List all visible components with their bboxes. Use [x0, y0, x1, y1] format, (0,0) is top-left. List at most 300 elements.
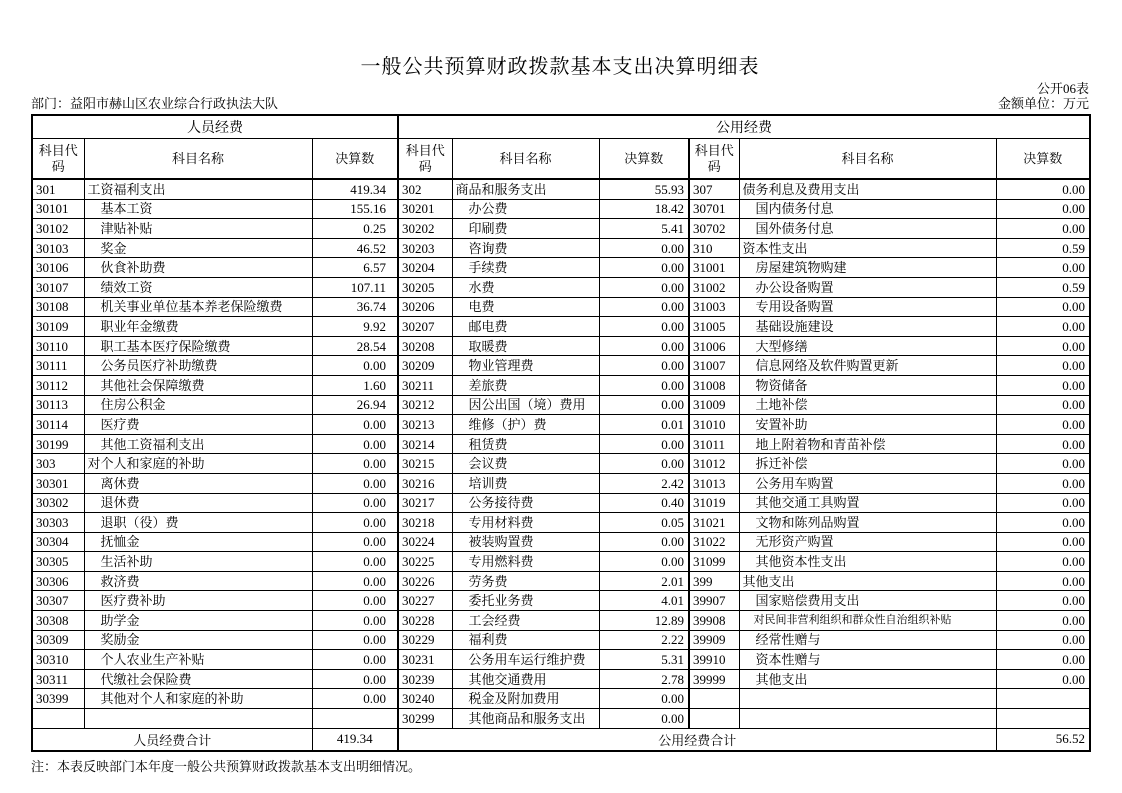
subject-code-cell: 30107: [32, 277, 84, 297]
subject-name-cell: 基础设施建设: [739, 317, 996, 337]
amount-cell: 0.00: [312, 591, 398, 611]
subject-code-cell: 39909: [689, 630, 739, 650]
amount-cell: 0.40: [599, 493, 689, 513]
subject-code-cell: 30101: [32, 199, 84, 219]
subject-name-cell: 会议费: [452, 454, 599, 474]
department-label: 部门：益阳市赫山区农业综合行政执法大队: [31, 96, 279, 111]
amount-cell: 0.00: [996, 219, 1090, 239]
subject-name-cell: 助学金: [84, 611, 312, 631]
table-row: [32, 356, 1090, 376]
subject-code-cell: 30207: [398, 317, 452, 337]
subject-name-cell: 专用设备购置: [739, 297, 996, 317]
amount-cell: 0.00: [996, 336, 1090, 356]
subject-code-cell: 307: [689, 179, 739, 199]
subject-name-cell: 大型修缮: [739, 336, 996, 356]
personnel-total-label: 人员经费合计: [32, 728, 312, 751]
subject-name-cell: 对个人和家庭的补助: [84, 454, 312, 474]
total-row: [32, 728, 1090, 751]
subject-name-cell: 津贴补贴: [84, 219, 312, 239]
subject-name-cell: 生活补助: [84, 552, 312, 572]
subject-name-cell: 物业管理费: [452, 356, 599, 376]
table-row: [32, 650, 1090, 670]
subject-code-cell: 31019: [689, 493, 739, 513]
subject-code-cell: 30103: [32, 238, 84, 258]
table-row: [32, 669, 1090, 689]
subject-code-cell: [689, 709, 739, 729]
subject-name-cell: 工资福利支出: [84, 179, 312, 199]
subject-name-cell: 信息网络及软件购置更新: [739, 356, 996, 376]
subject-code-cell: 30199: [32, 434, 84, 454]
table-row: [32, 532, 1090, 552]
budget-table: [31, 114, 1091, 752]
table-row: [32, 415, 1090, 435]
subject-code-cell: 30305: [32, 552, 84, 572]
subject-name-cell: 税金及附加费用: [452, 689, 599, 709]
amount-cell: 0.00: [599, 258, 689, 278]
subject-name-cell: 其他对个人和家庭的补助: [84, 689, 312, 709]
public-total-label: 公用经费合计: [398, 728, 996, 751]
subject-code-cell: 303: [32, 454, 84, 474]
amount-cell: [312, 709, 398, 729]
amount-cell: 0.00: [996, 532, 1090, 552]
subject-code-cell: 30303: [32, 513, 84, 533]
amount-cell: 46.52: [312, 238, 398, 258]
subject-code-cell: 30239: [398, 669, 452, 689]
subject-name-cell: 委托业务费: [452, 591, 599, 611]
table-row: [32, 395, 1090, 415]
table-row: [32, 434, 1090, 454]
subject-code-cell: 30201: [398, 199, 452, 219]
subject-name-cell: 手续费: [452, 258, 599, 278]
subject-name-cell: 商品和服务支出: [452, 179, 599, 199]
subject-name-cell: 对民间非营利组织和群众性自治组织补贴: [739, 611, 996, 631]
table-row: [32, 591, 1090, 611]
amount-cell: 4.01: [599, 591, 689, 611]
amount-cell: 0.00: [312, 689, 398, 709]
subject-code-cell: 30307: [32, 591, 84, 611]
amount-cell: 0.00: [599, 375, 689, 395]
amount-cell: 0.00: [996, 375, 1090, 395]
subject-name-cell: 专用材料费: [452, 513, 599, 533]
amount-cell: 0.00: [599, 689, 689, 709]
subject-code-cell: 31005: [689, 317, 739, 337]
subject-code-cell: 39908: [689, 611, 739, 631]
subject-code-cell: 30217: [398, 493, 452, 513]
amount-cell: 0.00: [312, 630, 398, 650]
amount-cell: 0.00: [996, 513, 1090, 533]
subject-name-cell: 安置补助: [739, 415, 996, 435]
subject-code-cell: 31008: [689, 375, 739, 395]
subject-code-cell: 30309: [32, 630, 84, 650]
amount-cell: 2.78: [599, 669, 689, 689]
public-total-value: 56.52: [996, 728, 1090, 751]
subject-code-cell: 30299: [398, 709, 452, 729]
subject-name-cell: 电费: [452, 297, 599, 317]
amount-cell: 0.00: [996, 650, 1090, 670]
table-row: [32, 219, 1090, 239]
subject-code-cell: 30306: [32, 571, 84, 591]
amount-cell: [996, 689, 1090, 709]
subject-name-cell: 公务员医疗补助缴费: [84, 356, 312, 376]
amount-cell: 0.00: [599, 297, 689, 317]
subject-name-cell: 其他商品和服务支出: [452, 709, 599, 729]
amount-cell: 0.00: [996, 591, 1090, 611]
subject-name-cell: 其他支出: [739, 571, 996, 591]
subject-name-cell: 住房公积金: [84, 395, 312, 415]
amount-cell: 0.01: [599, 415, 689, 435]
subject-code-cell: 30224: [398, 532, 452, 552]
subject-name-cell: 公务接待费: [452, 493, 599, 513]
amount-cell: 0.00: [312, 356, 398, 376]
subject-code-cell: 30214: [398, 434, 452, 454]
subject-name-cell: 物资储备: [739, 375, 996, 395]
subject-name-cell: [84, 709, 312, 729]
subject-name-cell: 离休费: [84, 473, 312, 493]
amount-cell: 0.00: [996, 395, 1090, 415]
amount-cell: 0.00: [599, 552, 689, 572]
amount-cell: 0.00: [312, 473, 398, 493]
amount-cell: 0.00: [312, 434, 398, 454]
subject-name-cell: 资本性赠与: [739, 650, 996, 670]
subject-code-cell: 30211: [398, 375, 452, 395]
subject-name-cell: 无形资产购置: [739, 532, 996, 552]
amount-cell: 0.00: [599, 395, 689, 415]
amount-cell: 0.00: [312, 532, 398, 552]
subject-name-cell: 办公设备购置: [739, 277, 996, 297]
amount-cell: 0.00: [312, 650, 398, 670]
subject-name-cell: 公务用车购置: [739, 473, 996, 493]
subject-name-cell: 机关事业单位基本养老保险缴费: [84, 297, 312, 317]
subject-code-cell: 30701: [689, 199, 739, 219]
table-row: [32, 709, 1090, 729]
amount-cell: 0.59: [996, 277, 1090, 297]
subject-code-cell: 30226: [398, 571, 452, 591]
subject-code-cell: 30108: [32, 297, 84, 317]
subject-code-cell: 30209: [398, 356, 452, 376]
subject-name-cell: 其他工资福利支出: [84, 434, 312, 454]
amount-cell: 5.41: [599, 219, 689, 239]
subject-name-cell: 救济费: [84, 571, 312, 591]
amount-cell: 26.94: [312, 395, 398, 415]
amount-cell: 0.00: [996, 415, 1090, 435]
amount-cell: 0.00: [599, 709, 689, 729]
subject-code-cell: 31013: [689, 473, 739, 493]
column-header: 科目名称: [84, 139, 312, 180]
amount-cell: 0.00: [996, 356, 1090, 376]
subject-name-cell: 水费: [452, 277, 599, 297]
amount-cell: 1.60: [312, 375, 398, 395]
subject-name-cell: 咨询费: [452, 238, 599, 258]
subject-code-cell: 30102: [32, 219, 84, 239]
subject-code-cell: 30228: [398, 611, 452, 631]
amount-cell: 0.00: [599, 532, 689, 552]
subject-code-cell: 31001: [689, 258, 739, 278]
subject-code-cell: 30109: [32, 317, 84, 337]
subject-code-cell: 31003: [689, 297, 739, 317]
amount-cell: 419.34: [312, 179, 398, 199]
footnote: 注：本表反映部门本年度一般公共预算财政拨款基本支出明细情况。: [31, 758, 422, 774]
column-header: 科目名称: [452, 139, 599, 180]
amount-cell: 0.00: [599, 336, 689, 356]
subject-name-cell: 公务用车运行维护费: [452, 650, 599, 670]
subject-code-cell: 30301: [32, 473, 84, 493]
subject-name-cell: 维修（护）费: [452, 415, 599, 435]
unit-label: 金额单位：万元: [997, 96, 1089, 111]
subject-code-cell: 30216: [398, 473, 452, 493]
amount-cell: [996, 709, 1090, 729]
table-row: [32, 630, 1090, 650]
subject-name-cell: 邮电费: [452, 317, 599, 337]
subject-code-cell: 30215: [398, 454, 452, 474]
amount-cell: 155.16: [312, 199, 398, 219]
amount-cell: 0.00: [312, 493, 398, 513]
subject-name-cell: 印刷费: [452, 219, 599, 239]
table-row: [32, 513, 1090, 533]
subject-name-cell: 土地补偿: [739, 395, 996, 415]
subject-code-cell: 31009: [689, 395, 739, 415]
subject-name-cell: 个人农业生产补贴: [84, 650, 312, 670]
subject-code-cell: 31002: [689, 277, 739, 297]
group-header-public: 公用经费: [398, 115, 1090, 139]
column-header: 决算数: [996, 139, 1090, 180]
table-row: [32, 454, 1090, 474]
amount-cell: 0.00: [996, 611, 1090, 631]
subject-code-cell: 30225: [398, 552, 452, 572]
subject-code-cell: 31007: [689, 356, 739, 376]
subject-name-cell: 专用燃料费: [452, 552, 599, 572]
amount-cell: 2.42: [599, 473, 689, 493]
subject-name-cell: 福利费: [452, 630, 599, 650]
amount-cell: 0.00: [599, 238, 689, 258]
amount-cell: 28.54: [312, 336, 398, 356]
subject-code-cell: 30213: [398, 415, 452, 435]
table-row: [32, 336, 1090, 356]
amount-cell: 5.31: [599, 650, 689, 670]
subject-code-cell: 31006: [689, 336, 739, 356]
subject-name-cell: 国外债务付息: [739, 219, 996, 239]
table-row: [32, 238, 1090, 258]
amount-cell: 0.00: [599, 434, 689, 454]
amount-cell: 2.22: [599, 630, 689, 650]
subject-name-cell: 劳务费: [452, 571, 599, 591]
subject-code-cell: 31012: [689, 454, 739, 474]
table-row: [32, 552, 1090, 572]
subject-name-cell: 退职（役）费: [84, 513, 312, 533]
subject-code-cell: 30113: [32, 395, 84, 415]
subject-code-cell: 30311: [32, 669, 84, 689]
subject-name-cell: 被装购置费: [452, 532, 599, 552]
subject-code-cell: 30202: [398, 219, 452, 239]
subject-code-cell: 30227: [398, 591, 452, 611]
subject-code-cell: 30208: [398, 336, 452, 356]
subject-code-cell: 31022: [689, 532, 739, 552]
amount-cell: 36.74: [312, 297, 398, 317]
subject-code-cell: 30205: [398, 277, 452, 297]
amount-cell: 6.57: [312, 258, 398, 278]
table-row: [32, 493, 1090, 513]
subject-code-cell: [32, 709, 84, 729]
subject-name-cell: 文物和陈列品购置: [739, 513, 996, 533]
amount-cell: 0.00: [996, 630, 1090, 650]
subject-code-cell: 30111: [32, 356, 84, 376]
subject-name-cell: 租赁费: [452, 434, 599, 454]
table-row: [32, 297, 1090, 317]
subject-name-cell: 代缴社会保险费: [84, 669, 312, 689]
subject-code-cell: 30114: [32, 415, 84, 435]
amount-cell: 0.00: [312, 552, 398, 572]
amount-cell: 0.00: [599, 277, 689, 297]
subject-name-cell: 伙食补助费: [84, 258, 312, 278]
amount-cell: 0.00: [996, 571, 1090, 591]
subject-code-cell: 30218: [398, 513, 452, 533]
subject-code-cell: 31011: [689, 434, 739, 454]
subject-name-cell: 培训费: [452, 473, 599, 493]
subject-name-cell: 因公出国（境）费用: [452, 395, 599, 415]
table-row: [32, 277, 1090, 297]
subject-code-cell: 30308: [32, 611, 84, 631]
subject-name-cell: 绩效工资: [84, 277, 312, 297]
subject-name-cell: 国家赔偿费用支出: [739, 591, 996, 611]
page-title: 一般公共预算财政拨款基本支出决算明细表: [360, 56, 760, 78]
amount-cell: 0.00: [996, 317, 1090, 337]
subject-name-cell: 其他交通工具购置: [739, 493, 996, 513]
subject-name-cell: 其他资本性支出: [739, 552, 996, 572]
personnel-total-value: 419.34: [312, 728, 398, 751]
report-sheet: [31, 56, 1089, 774]
subject-name-cell: 拆迁补偿: [739, 454, 996, 474]
amount-cell: 0.00: [599, 454, 689, 474]
subject-name-cell: 办公费: [452, 199, 599, 219]
subject-name-cell: [739, 709, 996, 729]
amount-cell: 0.00: [996, 199, 1090, 219]
subject-code-cell: 31021: [689, 513, 739, 533]
subject-name-cell: 奖金: [84, 238, 312, 258]
subject-code-cell: 30302: [32, 493, 84, 513]
subject-name-cell: 其他交通费用: [452, 669, 599, 689]
subject-code-cell: 30206: [398, 297, 452, 317]
column-header: 决算数: [599, 139, 689, 180]
subject-code-cell: 39907: [689, 591, 739, 611]
column-header: 科目名称: [739, 139, 996, 180]
amount-cell: 0.59: [996, 238, 1090, 258]
amount-cell: 0.25: [312, 219, 398, 239]
amount-cell: 107.11: [312, 277, 398, 297]
subject-code-cell: 30310: [32, 650, 84, 670]
amount-cell: 12.89: [599, 611, 689, 631]
table-row: [32, 199, 1090, 219]
column-header: 科目代码: [689, 139, 739, 180]
table-row: [32, 689, 1090, 709]
subject-name-cell: [739, 689, 996, 709]
subject-code-cell: 302: [398, 179, 452, 199]
column-header: 科目代码: [398, 139, 452, 180]
subject-name-cell: 差旅费: [452, 375, 599, 395]
amount-cell: 0.00: [996, 552, 1090, 572]
subject-code-cell: 301: [32, 179, 84, 199]
amount-cell: 0.00: [996, 669, 1090, 689]
subject-name-cell: 退休费: [84, 493, 312, 513]
subject-name-cell: 国内债务付息: [739, 199, 996, 219]
amount-cell: 0.00: [312, 415, 398, 435]
subject-code-cell: [689, 689, 739, 709]
table-row: [32, 473, 1090, 493]
subject-code-cell: 30212: [398, 395, 452, 415]
amount-cell: 0.00: [996, 454, 1090, 474]
amount-cell: 0.00: [312, 513, 398, 533]
subject-name-cell: 取暖费: [452, 336, 599, 356]
subject-code-cell: 30240: [398, 689, 452, 709]
subject-name-cell: 房屋建筑物购建: [739, 258, 996, 278]
amount-cell: 0.00: [599, 317, 689, 337]
amount-cell: 0.00: [996, 473, 1090, 493]
table-row: [32, 611, 1090, 631]
amount-cell: 0.00: [996, 258, 1090, 278]
amount-cell: 0.00: [996, 297, 1090, 317]
amount-cell: 0.05: [599, 513, 689, 533]
amount-cell: 0.00: [996, 493, 1090, 513]
amount-cell: 0.00: [312, 454, 398, 474]
amount-cell: 0.00: [599, 356, 689, 376]
amount-cell: 55.93: [599, 179, 689, 199]
subject-name-cell: 其他支出: [739, 669, 996, 689]
subject-code-cell: 31010: [689, 415, 739, 435]
subject-name-cell: 抚恤金: [84, 532, 312, 552]
amount-cell: 9.92: [312, 317, 398, 337]
column-header-row: [32, 139, 1090, 180]
subject-code-cell: 30106: [32, 258, 84, 278]
subject-code-cell: 39999: [689, 669, 739, 689]
table-row: [32, 317, 1090, 337]
table-code-label: 公开06表: [1036, 81, 1089, 96]
meta-row: [31, 96, 1089, 111]
subject-code-cell: 30702: [689, 219, 739, 239]
amount-cell: 0.00: [996, 179, 1090, 199]
subject-code-cell: 30110: [32, 336, 84, 356]
table-row: [32, 179, 1090, 199]
table-row: [32, 571, 1090, 591]
subject-name-cell: 医疗费: [84, 415, 312, 435]
amount-cell: 0.00: [312, 571, 398, 591]
subject-name-cell: 工会经费: [452, 611, 599, 631]
subject-code-cell: 30304: [32, 532, 84, 552]
subject-name-cell: 职业年金缴费: [84, 317, 312, 337]
subject-code-cell: 30399: [32, 689, 84, 709]
subject-code-cell: 30112: [32, 375, 84, 395]
group-header-personnel: 人员经费: [32, 115, 398, 139]
subject-code-cell: 31099: [689, 552, 739, 572]
column-header: 科目代码: [32, 139, 84, 180]
subject-name-cell: 地上附着物和青苗补偿: [739, 434, 996, 454]
subject-code-cell: 39910: [689, 650, 739, 670]
subject-name-cell: 债务利息及费用支出: [739, 179, 996, 199]
subject-name-cell: 奖励金: [84, 630, 312, 650]
subject-name-cell: 其他社会保障缴费: [84, 375, 312, 395]
subject-name-cell: 职工基本医疗保险缴费: [84, 336, 312, 356]
amount-cell: 0.00: [312, 611, 398, 631]
subject-code-cell: 30229: [398, 630, 452, 650]
subject-code-cell: 30203: [398, 238, 452, 258]
subject-code-cell: 399: [689, 571, 739, 591]
subject-name-cell: 基本工资: [84, 199, 312, 219]
subject-code-cell: 30204: [398, 258, 452, 278]
subject-name-cell: 经常性赠与: [739, 630, 996, 650]
subject-code-cell: 310: [689, 238, 739, 258]
group-header-row: [32, 115, 1090, 139]
amount-cell: 2.01: [599, 571, 689, 591]
table-row: [32, 375, 1090, 395]
subject-name-cell: 医疗费补助: [84, 591, 312, 611]
subject-code-cell: 30231: [398, 650, 452, 670]
